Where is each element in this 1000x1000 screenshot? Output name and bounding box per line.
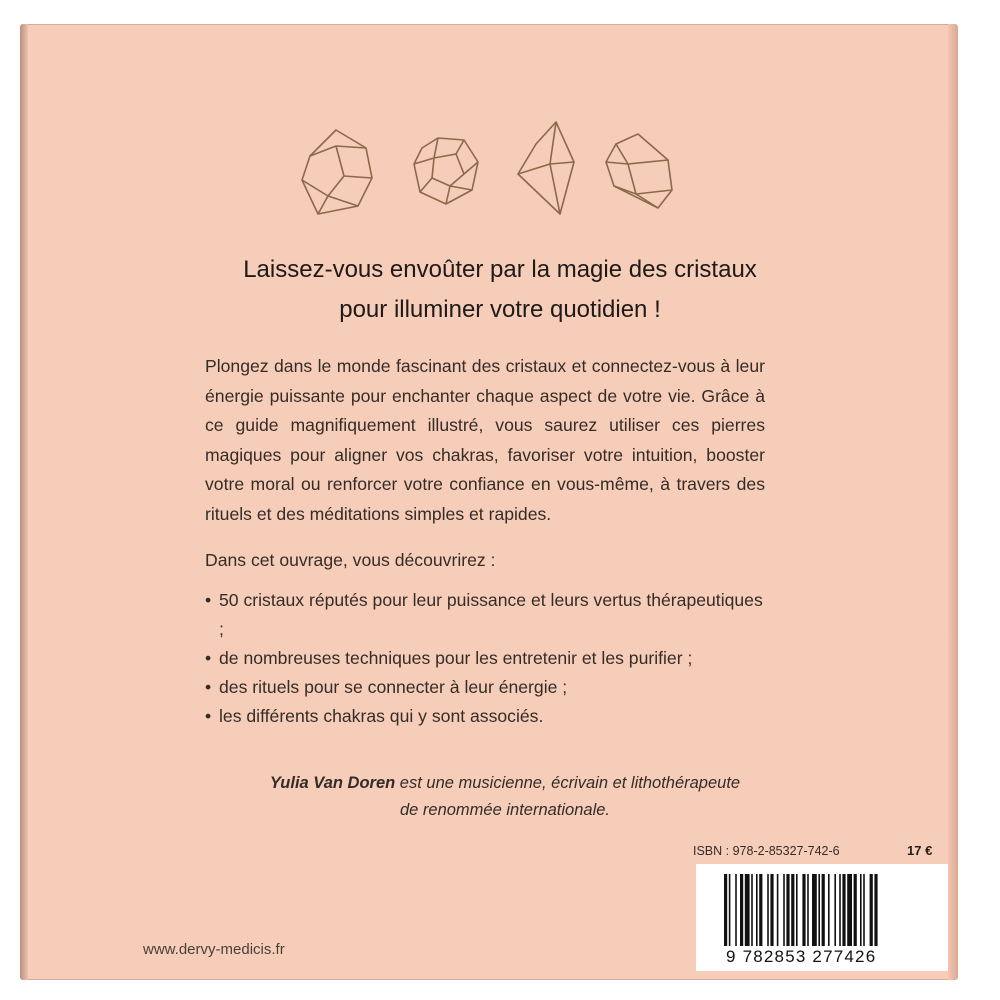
contents-list — [205, 586, 765, 731]
list-item: • les différents chakras qui y sont associés. — [205, 702, 765, 731]
list-item: • des rituels pour se connecter à leur énergie ; — [205, 673, 765, 702]
price: 17 € — [907, 843, 933, 858]
author-bio — [160, 770, 850, 824]
crystal-icon — [406, 118, 486, 218]
headline-line-1: Laissez-vous envoûter par la magie des cristaux — [243, 256, 757, 283]
author-bio-line-1: est une musicienne, écrivain et lithothérapeute — [395, 774, 741, 792]
isbn: ISBN : 978-2-85327-742-6 — [693, 844, 840, 858]
cover-right-edge — [948, 24, 958, 980]
barcode — [696, 864, 948, 971]
headline-line-2: pour illuminer votre quotidien ! — [339, 296, 661, 323]
headline — [140, 250, 860, 330]
publisher-website[interactable]: www.dervy-medicis.fr — [143, 941, 285, 958]
crystal-illustrations — [290, 118, 680, 228]
list-item: • de nombreuses techniques pour les entretenir et les purifier ; — [205, 644, 765, 673]
author-name: Yulia Van Doren — [269, 774, 396, 792]
crystal-icon — [512, 118, 592, 218]
author-bio-line-2: de renommée internationale. — [399, 801, 611, 819]
list-intro: Dans cet ouvrage, vous découvrirez : — [205, 550, 496, 570]
barcode-digits: 9 782853 277426 — [726, 947, 877, 966]
description-paragraph: Plongez dans le monde fascinant des cristaux et connectez-vous à leur énergie puissante pour enchanter chaque aspect de votre vie. Grâce à ce guide magnifiquement illustré, vous saurez utiliser ces pierres magiques pour aligner vos chakras, favoriser votre intuition, booster votre moral ou renforcer votre confiance en vous-même, à travers des rituels et des méditations simples et rapides. — [205, 356, 765, 524]
cover-left-edge — [20, 24, 28, 980]
crystal-icon — [296, 118, 376, 218]
barcode-bars — [724, 874, 924, 946]
crystal-icon — [602, 118, 682, 218]
list-item: • 50 cristaux réputés pour leur puissance et leurs vertus thérapeutiques ; — [205, 586, 765, 644]
